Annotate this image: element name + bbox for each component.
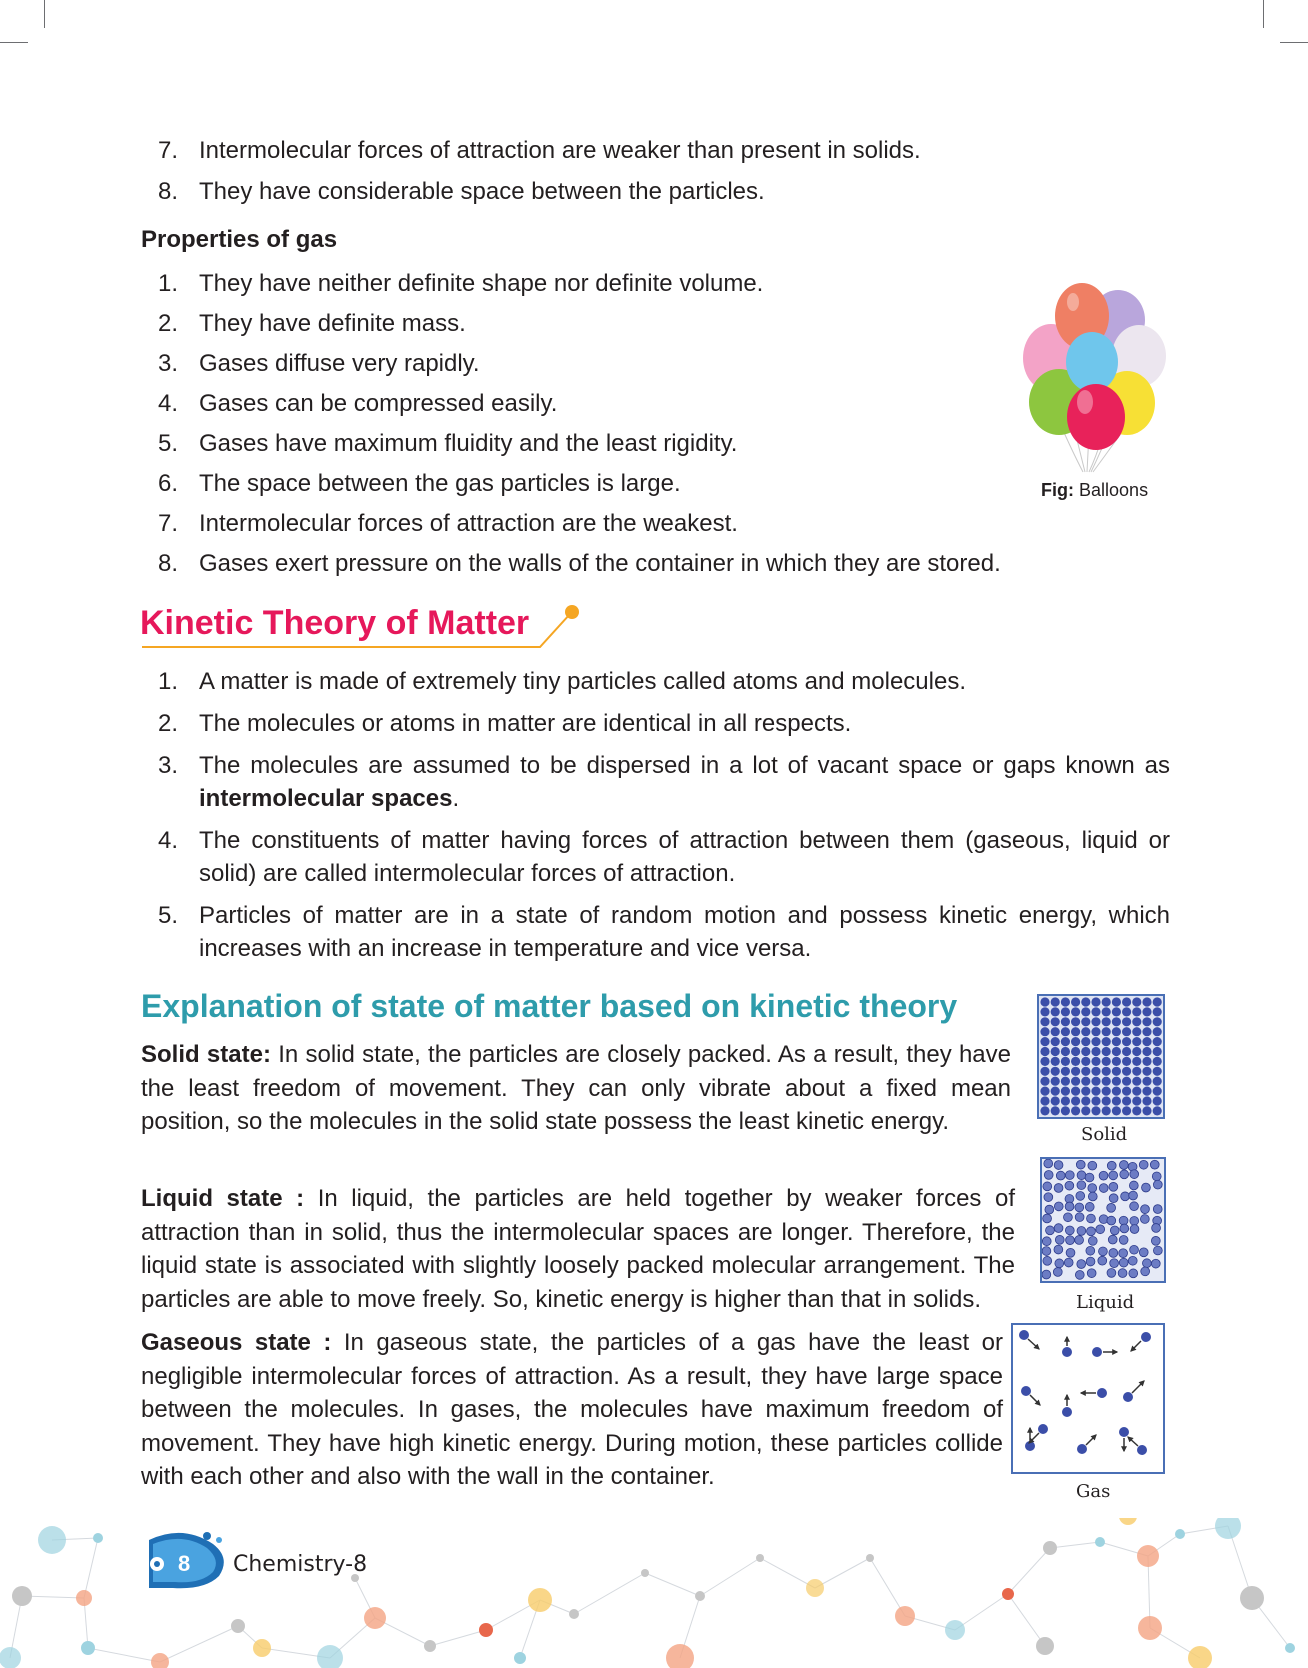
liquid-particle (1119, 1161, 1128, 1170)
liquid-particle (1109, 1171, 1118, 1180)
solid-particle (1122, 997, 1131, 1006)
solid-particle (1142, 1077, 1151, 1086)
solid-particle (1081, 1096, 1090, 1105)
liquid-particle (1043, 1256, 1052, 1265)
list-item: 4. Gases can be compressed easily. (158, 390, 558, 417)
liquid-particle (1042, 1237, 1051, 1246)
solid-particle (1051, 1047, 1060, 1056)
liquid-particle (1151, 1236, 1160, 1245)
crop-mark (44, 0, 45, 28)
balloons-caption: Fig: Balloons (1041, 480, 1149, 500)
liquid-particle (1076, 1160, 1085, 1169)
crop-mark (0, 42, 28, 43)
solid-particle (1142, 1106, 1151, 1115)
liquid-particle (1130, 1225, 1139, 1234)
solid-diagram (1037, 994, 1165, 1119)
liquid-particle (1130, 1202, 1139, 1211)
liquid-particle (1151, 1259, 1160, 1268)
solid-particle (1040, 1067, 1049, 1076)
solid-particle (1132, 1017, 1141, 1026)
solid-particle (1040, 1077, 1049, 1086)
solid-particle (1132, 1047, 1141, 1056)
liquid-particle (1065, 1226, 1074, 1235)
solid-particle (1132, 1087, 1141, 1096)
list-item: 1. They have neither definite shape nor definite volume. (158, 270, 764, 297)
solid-particle (1122, 1017, 1131, 1026)
solid-particle (1081, 1037, 1090, 1046)
liquid-particle (1076, 1192, 1085, 1201)
solid-particle (1142, 1047, 1151, 1056)
list-item: 1. A matter is made of extremely tiny particles called atoms and molecules. (158, 668, 966, 695)
liquid-particle (1054, 1202, 1063, 1211)
liquid-particle (1054, 1184, 1063, 1193)
solid-particle (1091, 1007, 1100, 1016)
solid-particle (1051, 1096, 1060, 1105)
solid-particle (1071, 1087, 1080, 1096)
kinetic-theory-list (150, 665, 1170, 974)
solid-particle (1040, 1057, 1049, 1066)
list-item: 7. Intermolecular forces of attraction are the weakest. (158, 510, 738, 537)
solid-particle (1081, 997, 1090, 1006)
liquid-particle (1046, 1226, 1055, 1235)
liquid-particle (1129, 1269, 1138, 1278)
solid-particle (1102, 1057, 1111, 1066)
solid-particle (1132, 1007, 1141, 1016)
solid-particle (1071, 1067, 1080, 1076)
solid-particle (1061, 1017, 1070, 1026)
solid-particle (1112, 1027, 1121, 1036)
solid-particle (1091, 1017, 1100, 1026)
solid-particle (1040, 1037, 1049, 1046)
solid-particle (1081, 1077, 1090, 1086)
solid-particle (1061, 997, 1070, 1006)
liquid-particle (1142, 1183, 1151, 1192)
gas-state-paragraph: Gaseous state : In gaseous state, the particles of a gas have the least or negligible intermolecular forces of attraction. As a result, they have large space between the molecules. In gases, the molecules have maximum freedom of movement. They have high kinetic energy. During motion, these particles collide with each other and also with the wall in the container. (141, 1329, 1004, 1490)
solid-particle (1122, 1007, 1131, 1016)
solid-particle (1071, 1106, 1080, 1115)
solid-particle (1122, 1077, 1131, 1086)
solid-particle (1071, 1057, 1080, 1066)
solid-particle (1112, 1067, 1121, 1076)
solid-particle (1061, 1087, 1070, 1096)
liquid-particle (1044, 1193, 1053, 1202)
solid-particle (1081, 1067, 1090, 1076)
liquid-particle (1075, 1236, 1084, 1245)
solid-particle (1132, 1067, 1141, 1076)
liquid-particle (1140, 1215, 1149, 1224)
liquid-particle (1152, 1172, 1161, 1181)
solid-particle (1102, 1027, 1111, 1036)
solid-state-paragraph: Solid state: In solid state, the particles are closely packed. As a result, they have the least freedom of movement. They can only vibrate about a fixed mean position, so the molecules in the solid state possess the least kinetic energy. (141, 1041, 1012, 1135)
solid-particle (1112, 1077, 1121, 1086)
solid-particle (1102, 1037, 1111, 1046)
liquid-particle (1110, 1259, 1119, 1268)
solid-particle (1061, 1106, 1070, 1115)
solid-particle (1051, 1037, 1060, 1046)
liquid-particle (1042, 1270, 1051, 1279)
solid-particle (1091, 1077, 1100, 1086)
list-item: 8. They have considerable space between the particles. (158, 178, 765, 205)
liquid-particle (1086, 1257, 1095, 1266)
solid-particle (1112, 1087, 1121, 1096)
liquid-particle (1077, 1227, 1086, 1236)
liquid-particle (1053, 1268, 1062, 1277)
solid-particle (1051, 1087, 1060, 1096)
solid-particle (1122, 1096, 1131, 1105)
liquid-particle (1109, 1194, 1118, 1203)
liquid-particle (1088, 1184, 1097, 1193)
list-item: 4. The constituents of matter having forces of attraction between them (gaseous, liquid or solid) are called intermolecular forces of attraction. (158, 827, 1170, 887)
solid-particle (1081, 1017, 1090, 1026)
liquid-particle (1110, 1226, 1119, 1235)
liquid-particle (1055, 1235, 1064, 1244)
solid-particle (1142, 1096, 1151, 1105)
solid-particle (1102, 1047, 1111, 1056)
solid-particle (1081, 1087, 1090, 1096)
liquid-particle (1130, 1245, 1139, 1254)
solid-particle (1040, 1096, 1049, 1105)
solid-particle (1153, 1057, 1162, 1066)
list-item: 8. Gases exert pressure on the walls of the container in which they are stored. (158, 550, 1001, 577)
liquid-particle (1099, 1215, 1108, 1224)
liquid-particle (1064, 1213, 1073, 1222)
solid-particle (1112, 1106, 1121, 1115)
liquid-particle (1107, 1161, 1116, 1170)
solid-particle (1071, 997, 1080, 1006)
liquid-particle (1119, 1258, 1128, 1267)
solid-particle (1091, 1037, 1100, 1046)
liquid-particle (1088, 1192, 1097, 1201)
kinetic-theory-heading: Kinetic Theory of Matter (140, 604, 530, 642)
solid-particle (1061, 1007, 1070, 1016)
solid-particle (1153, 1067, 1162, 1076)
solid-particle (1081, 1007, 1090, 1016)
liquid-particle (1153, 1180, 1162, 1189)
liquid-particle (1044, 1159, 1053, 1168)
solid-particle (1081, 1057, 1090, 1066)
liquid-particle (1120, 1224, 1129, 1233)
liquid-particle (1086, 1246, 1095, 1255)
liquid-particle (1096, 1225, 1105, 1234)
solid-particle (1122, 1106, 1131, 1115)
list-item: 7. Intermolecular forces of attraction are weaker than present in solids. (158, 137, 921, 164)
solid-particle (1040, 1017, 1049, 1026)
solid-particle (1061, 1067, 1070, 1076)
solid-particle (1142, 1037, 1151, 1046)
liquid-particle (1077, 1260, 1086, 1269)
gas-diagram (1011, 1323, 1165, 1474)
solid-particle (1071, 1007, 1080, 1016)
solid-particle (1040, 1087, 1049, 1096)
liquid-particle (1141, 1205, 1150, 1214)
liquid-particle (1087, 1214, 1096, 1223)
solid-particle (1081, 1027, 1090, 1036)
solid-particle (1081, 1106, 1090, 1115)
liquid-particle (1118, 1269, 1127, 1278)
solid-particle (1142, 1017, 1151, 1026)
solid-particle (1051, 1077, 1060, 1086)
solid-particle (1112, 1047, 1121, 1056)
liquid-particle (1055, 1259, 1064, 1268)
liquid-particle (1077, 1181, 1086, 1190)
liquid-particle (1139, 1248, 1148, 1257)
solid-particle (1061, 1027, 1070, 1036)
solid-particle (1112, 1017, 1121, 1026)
liquid-particle (1075, 1203, 1084, 1212)
liquid-particle (1043, 1214, 1052, 1223)
liquid-particle (1042, 1247, 1051, 1256)
heading-underline-decoration (140, 600, 585, 650)
liquid-particle (1153, 1205, 1162, 1214)
solid-particle (1142, 1027, 1151, 1036)
liquid-caption: Liquid (1076, 1292, 1135, 1313)
liquid-particle (1088, 1236, 1097, 1245)
solid-particle (1071, 1037, 1080, 1046)
solid-particle (1051, 1067, 1060, 1076)
list-item: 2. The molecules or atoms in matter are identical in all respects. (158, 710, 852, 737)
solid-particle (1122, 1027, 1131, 1036)
liquid-particle (1085, 1202, 1094, 1211)
solid-particle (1091, 1057, 1100, 1066)
solid-particle (1142, 1067, 1151, 1076)
solid-particle (1091, 1087, 1100, 1096)
solid-particle (1040, 1106, 1049, 1115)
list-item: 5. Particles of matter are in a state of random motion and possess kinetic energy, which increases with an increase in temperature and vice versa. (158, 902, 1170, 962)
liquid-particle (1107, 1216, 1116, 1225)
solid-particle (1132, 1106, 1141, 1115)
solid-particle (1112, 1057, 1121, 1066)
liquid-particle (1064, 1258, 1073, 1267)
solid-particle (1153, 1017, 1162, 1026)
list-item: 2. They have definite mass. (158, 310, 466, 337)
solid-particle (1122, 1057, 1131, 1066)
solid-particle (1132, 1057, 1141, 1066)
liquid-particle (1108, 1235, 1117, 1244)
solid-particle (1102, 997, 1111, 1006)
solid-particle (1142, 997, 1151, 1006)
crop-mark (1280, 42, 1308, 43)
liquid-particle (1077, 1171, 1086, 1180)
solid-particle (1153, 1106, 1162, 1115)
solid-particle (1153, 1077, 1162, 1086)
solid-particle (1153, 1047, 1162, 1056)
solid-particle (1142, 1087, 1151, 1096)
solid-particle (1102, 1096, 1111, 1105)
liquid-particle (1075, 1213, 1084, 1222)
list-item: 3. The molecules are assumed to be dispersed in a lot of vacant space or gaps known as intermolecular spaces. (158, 752, 1170, 812)
liquid-particle (1043, 1182, 1052, 1191)
solid-particle (1102, 1067, 1111, 1076)
liquid-particle (1065, 1202, 1074, 1211)
solid-particle (1132, 1077, 1141, 1086)
liquid-particle (1141, 1267, 1150, 1276)
solid-particle (1132, 997, 1141, 1006)
list-item: 6. The space between the gas particles is large. (158, 470, 681, 497)
solid-particle (1040, 1007, 1049, 1016)
solid-particle (1112, 1007, 1121, 1016)
solid-particle (1132, 1096, 1141, 1105)
solid-particle (1132, 1037, 1141, 1046)
solid-particle (1112, 997, 1121, 1006)
page-number: 8 (178, 1551, 191, 1576)
liquid-particle (1044, 1171, 1053, 1180)
balloons-illustration (1015, 282, 1175, 477)
solid-particle (1071, 1017, 1080, 1026)
liquid-particle (1066, 1236, 1075, 1245)
solid-particle (1040, 1027, 1049, 1036)
solid-particle (1071, 1047, 1080, 1056)
solid-particle (1051, 997, 1060, 1006)
solid-particle (1122, 1037, 1131, 1046)
liquid-particle (1107, 1269, 1116, 1278)
gas-properties-list (150, 266, 1001, 586)
solid-particle (1122, 1047, 1131, 1056)
solid-particle (1061, 1077, 1070, 1086)
liquid-particle (1087, 1269, 1096, 1278)
liquid-particle (1119, 1236, 1128, 1245)
solid-particle (1132, 1027, 1141, 1036)
liquid-particle (1054, 1161, 1063, 1170)
solid-particle (1153, 1027, 1162, 1036)
liquid-particle (1142, 1259, 1151, 1268)
solid-particle (1112, 1037, 1121, 1046)
liquid-particle (1045, 1205, 1054, 1214)
liquid-properties-continued (150, 134, 921, 216)
liquid-particle (1099, 1171, 1108, 1180)
solid-particle (1091, 1096, 1100, 1105)
solid-particle (1040, 1047, 1049, 1056)
solid-particle (1102, 1087, 1111, 1096)
solid-particle (1071, 1077, 1080, 1086)
solid-particle (1091, 1027, 1100, 1036)
solid-particle (1142, 1007, 1151, 1016)
solid-particle (1051, 1027, 1060, 1036)
solid-particle (1051, 1106, 1060, 1115)
solid-particle (1061, 1096, 1070, 1105)
list-item: 5. Gases have maximum fluidity and the least rigidity. (158, 430, 738, 457)
solid-particle (1091, 1106, 1100, 1115)
liquid-particle (1152, 1224, 1161, 1233)
liquid-diagram (1040, 1157, 1166, 1283)
solid-particle (1051, 1017, 1060, 1026)
liquid-particle (1119, 1216, 1128, 1225)
liquid-particle (1120, 1170, 1129, 1179)
explanation-heading: Explanation of state of matter based on kinetic theory (141, 988, 958, 1024)
solid-particle (1091, 1047, 1100, 1056)
liquid-particle (1056, 1171, 1065, 1180)
liquid-particle (1139, 1160, 1148, 1169)
gas-properties-heading: Properties of gas (141, 226, 338, 253)
liquid-state-paragraph: Liquid state : In liquid, the particles are held together by weaker forces of attraction than in solid, thus the intermolecular spaces are longer. Therefore, the liquid state is associated with slightly loosely packed molecular arrangement. The particles are able to move freely. So, kinetic energy is higher than that in solids. (141, 1185, 1015, 1313)
liquid-particle (1107, 1203, 1116, 1212)
liquid-particle (1130, 1170, 1139, 1179)
book-title: Chemistry-8 (233, 1552, 368, 1577)
solid-particle (1040, 997, 1049, 1006)
solid-particle (1122, 1087, 1131, 1096)
gas-caption: Gas (1076, 1481, 1111, 1502)
solid-particle (1102, 1077, 1111, 1086)
solid-particle (1153, 1096, 1162, 1105)
liquid-particle (1075, 1271, 1084, 1280)
solid-particle (1102, 1106, 1111, 1115)
liquid-particle (1109, 1249, 1118, 1258)
solid-particle (1091, 997, 1100, 1006)
liquid-particle (1153, 1246, 1162, 1255)
solid-particle (1112, 1096, 1121, 1105)
solid-particle (1153, 1037, 1162, 1046)
liquid-particle (1085, 1173, 1094, 1182)
liquid-particle (1129, 1191, 1138, 1200)
solid-particle (1153, 1087, 1162, 1096)
solid-particle (1081, 1047, 1090, 1056)
solid-particle (1071, 1096, 1080, 1105)
solid-particle (1102, 1007, 1111, 1016)
solid-particle (1061, 1037, 1070, 1046)
solid-caption: Solid (1081, 1124, 1128, 1145)
solid-particle (1051, 1007, 1060, 1016)
liquid-particle (1099, 1184, 1108, 1193)
liquid-particle (1065, 1181, 1074, 1190)
solid-particle (1102, 1017, 1111, 1026)
solid-particle (1091, 1067, 1100, 1076)
crop-mark (1263, 0, 1264, 28)
liquid-particle (1088, 1161, 1097, 1170)
solid-particle (1071, 1027, 1080, 1036)
liquid-particle (1150, 1160, 1159, 1169)
liquid-particle (1066, 1248, 1075, 1257)
solid-particle (1051, 1057, 1060, 1066)
solid-particle (1153, 1007, 1162, 1016)
solid-particle (1061, 1057, 1070, 1066)
liquid-particle (1109, 1182, 1118, 1191)
liquid-particle (1130, 1216, 1139, 1225)
liquid-particle (1087, 1227, 1096, 1236)
liquid-particle (1128, 1256, 1137, 1265)
solid-particle (1061, 1047, 1070, 1056)
liquid-particle (1054, 1245, 1063, 1254)
solid-particle (1153, 997, 1162, 1006)
liquid-particle (1098, 1256, 1107, 1265)
liquid-particle (1121, 1192, 1130, 1201)
liquid-particle (1099, 1247, 1108, 1256)
liquid-particle (1119, 1249, 1128, 1258)
liquid-particle (1054, 1224, 1063, 1233)
solid-particle (1142, 1057, 1151, 1066)
list-item: 3. Gases diffuse very rapidly. (158, 350, 480, 377)
solid-particle (1122, 1067, 1131, 1076)
liquid-particle (1129, 1181, 1138, 1190)
liquid-particle (1065, 1171, 1074, 1180)
